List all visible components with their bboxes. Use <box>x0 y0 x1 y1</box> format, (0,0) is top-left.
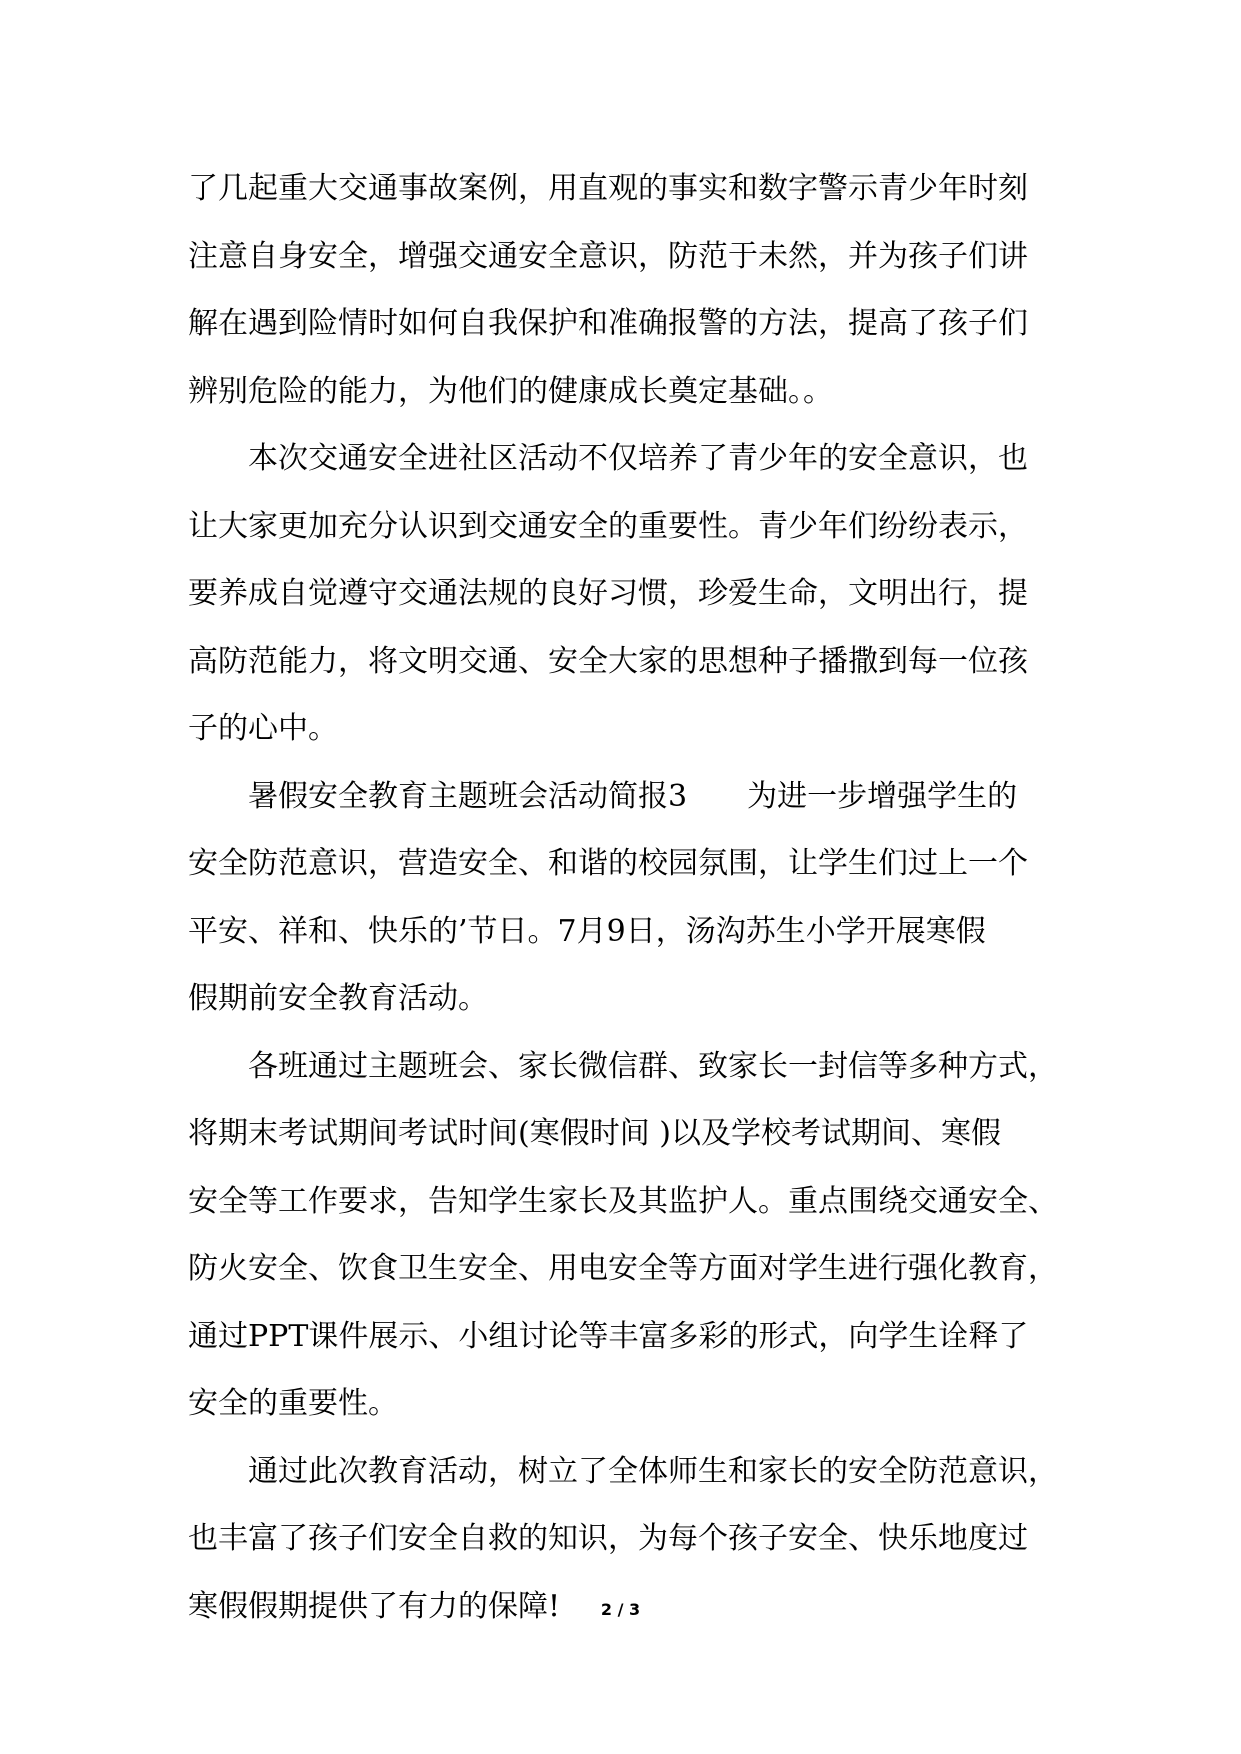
text-line: 将期末考试期间考试时间(寒假时间 )以及学校考试期间、寒假 <box>188 1116 1001 1151</box>
text-line: 解在遇到险情时如何自我保护和准确报警的方法，提高了孩子们 <box>188 306 1028 341</box>
text-line: 通过此次教育活动，树立了全体师生和家长的安全防范意识， <box>248 1453 1058 1489</box>
text-line: 安全的重要性。 <box>188 1386 398 1421</box>
document-body <box>188 155 1058 1640</box>
text-line: 高防范能力，将文明交通、安全大家的思想种子播撒到每一位孩 <box>188 643 1028 679</box>
text-line: 也丰富了孩子们安全自救的知识，为每个孩子安全、快乐地度过 <box>188 1521 1028 1556</box>
paragraph-first-line <box>188 1438 1058 1506</box>
text-line: 注意自身安全，增强交通安全意识，防范于未然，并为孩子们讲 <box>188 238 1028 274</box>
text-line: 寒假假期提供了有力的保障! <box>188 1588 561 1624</box>
text-line: 安全等工作要求，告知学生家长及其监护人。重点围绕交通安全、 <box>188 1183 1058 1219</box>
paragraph-first-line <box>188 425 1058 493</box>
text-line: 通过PPT课件展示、小组讨论等丰富多彩的形式，向学生诠释了 <box>188 1318 1029 1354</box>
paragraph-first-line <box>188 763 1058 831</box>
text-line: 辨别危险的能力，为他们的健康成长奠定基础。。 <box>188 373 833 409</box>
paragraph-first-line <box>188 1033 1058 1101</box>
text-line: 各班通过主题班会、家长微信群、致家长一封信等多种方式， <box>248 1048 1058 1084</box>
text-line: 安全防范意识，营造安全、和谐的校园氛围，让学生们过上一个 <box>188 846 1028 881</box>
text-line: 子的心中。 <box>188 711 338 746</box>
text-line: 让大家更加充分认识到交通安全的重要性。青少年们纷纷表示， <box>188 508 1028 544</box>
text-line: 平安、祥和、快乐的’节日。7月9日，汤沟苏生小学开展寒假 <box>188 913 986 949</box>
text-line: 防火安全、饮食卫生安全、用电安全等方面对学生进行强化教育， <box>188 1251 1058 1286</box>
text-line: 本次交通安全进社区活动不仅培养了青少年的安全意识，也 <box>248 441 1028 476</box>
page-number: 2 / 3 <box>600 1600 641 1619</box>
text-line: 假期前安全教育活动。 <box>188 981 488 1016</box>
text-line: 暑假安全教育主题班会活动简报3 为进一步增强学生的 <box>248 778 1018 814</box>
text-line: 了几起重大交通事故案例，用直观的事实和数字警示青少年时刻 <box>188 171 1028 206</box>
text-line: 要养成自觉遵守交通法规的良好习惯，珍爱生命，文明出行，提 <box>188 576 1028 611</box>
